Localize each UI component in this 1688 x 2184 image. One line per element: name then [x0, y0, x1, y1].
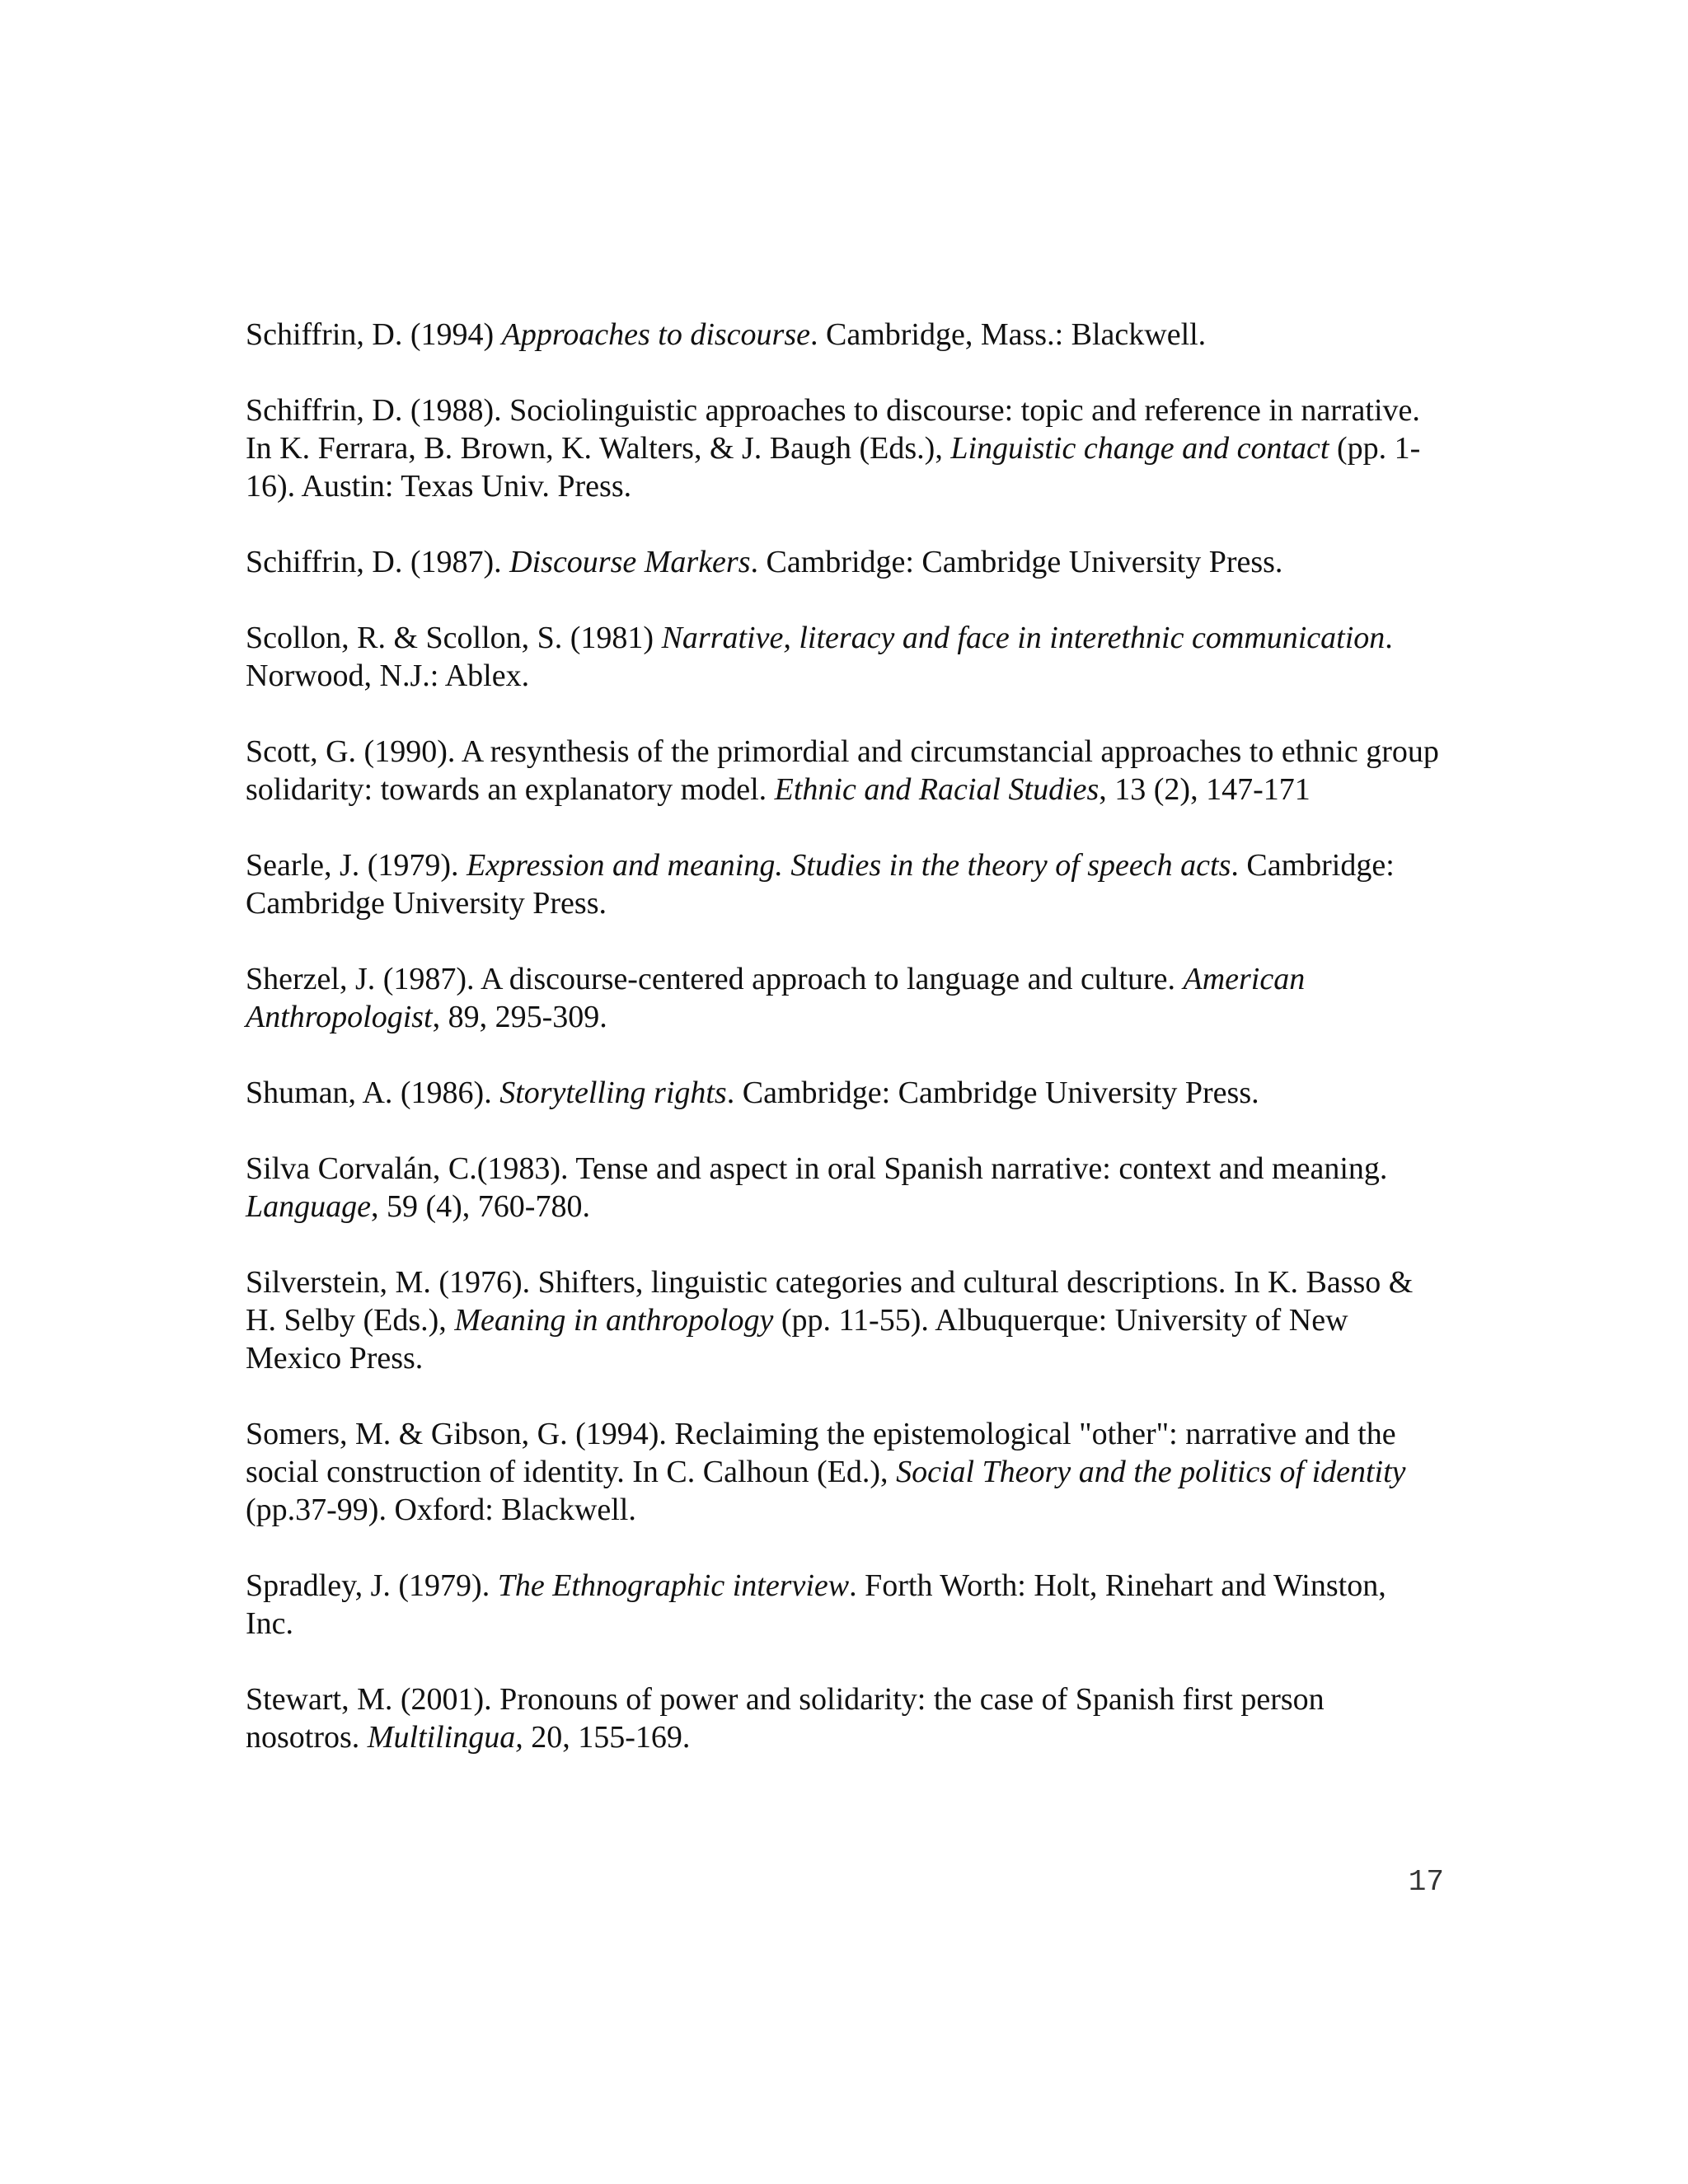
reference-text: Silverstein, M. (1976). Shifters, linguistic categories and cultural descriptions. In K. Basso & H. Selby (Eds.), — [246, 1265, 1414, 1338]
reference-text: Scollon, R. & Scollon, S. (1981) — [246, 621, 662, 655]
reference-text: Scott, G. (1990). A resynthesis of the primordial and circumstancial approaches to ethnic group solidarity: towards an explanatory model. — [246, 734, 1439, 807]
reference-text: Searle, J. (1979). — [246, 848, 467, 883]
reference-title: Storytelling rights — [499, 1076, 727, 1110]
reference-text: Shuman, A. (1986). — [246, 1076, 500, 1110]
reference-entry — [246, 1074, 1441, 1112]
reference-title: Discourse Markers — [509, 545, 751, 579]
page-number: 17 — [1408, 1865, 1444, 1899]
reference-text: , 89, 295-309. — [432, 1000, 607, 1034]
reference-entry — [246, 1263, 1441, 1377]
reference-entry — [246, 391, 1441, 505]
reference-entry — [246, 543, 1441, 581]
reference-text: Stewart, M. (2001). Pronouns of power and solidarity: the case of Spanish first person nosotros. — [246, 1682, 1325, 1755]
reference-text: (pp.37-99). Oxford: Blackwell. — [246, 1493, 636, 1527]
reference-text: . Cambridge, Mass.: Blackwell. — [809, 317, 1207, 352]
reference-text: . Cambridge: Cambridge University Press. — [246, 848, 1395, 921]
reference-title: Social Theory and the politics of identity — [896, 1455, 1406, 1489]
reference-text: Schiffrin, D. (1987). — [246, 545, 510, 579]
reference-text: Sherzel, J. (1987). A discourse-centered approach to language and culture. — [246, 962, 1184, 996]
reference-text: Spradley, J. (1979). — [246, 1568, 498, 1603]
reference-entry — [246, 316, 1441, 354]
reference-title: Approaches to discourse — [501, 317, 810, 352]
reference-title: Multilingua, — [367, 1720, 523, 1755]
reference-title: Ethnic and Racial Studies — [774, 772, 1100, 807]
reference-title: The Ethnographic interview — [497, 1568, 850, 1603]
reference-list — [246, 316, 1441, 1756]
reference-text: . Forth Worth: Holt, Rinehart and Winston, Inc. — [246, 1568, 1386, 1641]
reference-text: . Cambridge: Cambridge University Press. — [750, 545, 1283, 579]
reference-entry — [246, 733, 1441, 808]
reference-title: Linguistic change and contact — [950, 431, 1329, 466]
reference-text: Somers, M. & Gibson, G. (1994). Reclaiming the epistemological "other": narrative and the social construction of identity. In C. Calhoun (Ed.), — [246, 1417, 1396, 1489]
reference-entry — [246, 846, 1441, 922]
reference-text: , 13 (2), 147-171 — [1099, 772, 1311, 807]
reference-title: American Anthropologist — [246, 962, 1306, 1034]
reference-entry — [246, 619, 1441, 695]
reference-entry — [246, 1567, 1441, 1643]
reference-entry — [246, 1150, 1441, 1226]
reference-text: (pp. 11-55). Albuquerque: University of New Mexico Press. — [246, 1303, 1348, 1376]
reference-text: Schiffrin, D. (1988). Sociolinguistic approaches to discourse: topic and reference in narrative. In K. Ferrara, B. Brown, K. Walters, & J. Baugh (Eds.), — [246, 393, 1420, 466]
reference-text: . Cambridge: Cambridge University Press. — [726, 1076, 1259, 1110]
reference-title: Narrative, literacy and face in interethnic communication — [661, 621, 1386, 655]
reference-text: , 59 (4), 760-780. — [371, 1189, 590, 1224]
reference-entry — [246, 960, 1441, 1036]
reference-text: (pp. 1-16). Austin: Texas Univ. Press. — [246, 431, 1421, 504]
reference-entry — [246, 1680, 1441, 1756]
reference-title: Meaning in anthropology — [454, 1303, 774, 1338]
reference-text: 20, 155-169. — [523, 1720, 691, 1755]
reference-text: . Norwood, N.J.: Ablex. — [246, 621, 1393, 693]
reference-title: Expression and meaning. Studies in the theory of speech acts — [467, 848, 1231, 883]
reference-title: Language — [246, 1189, 371, 1224]
reference-text: Silva Corvalán, C.(1983). Tense and aspect in oral Spanish narrative: context and meaning. — [246, 1151, 1388, 1186]
reference-entry — [246, 1415, 1441, 1529]
reference-text: Schiffrin, D. (1994) — [246, 317, 502, 352]
